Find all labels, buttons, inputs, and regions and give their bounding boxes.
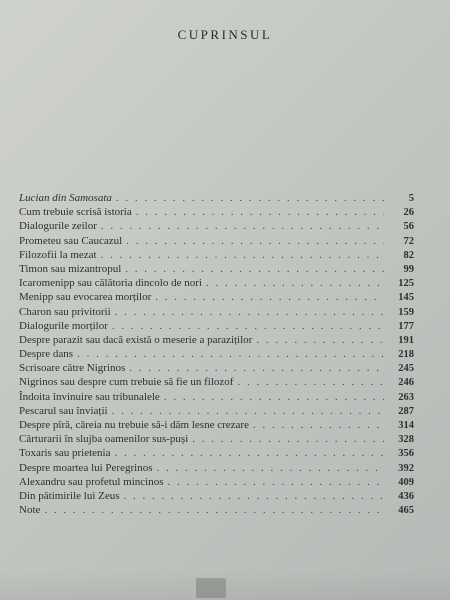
toc-entry-page-number: 5	[408, 193, 414, 204]
dot-leader	[155, 290, 384, 304]
dot-leader	[112, 319, 384, 333]
toc-entry	[19, 432, 414, 446]
dot-leader	[237, 375, 384, 389]
toc-entry	[19, 305, 414, 319]
toc-entry	[19, 446, 414, 460]
toc-entry-page-number: 82	[403, 249, 414, 261]
table-of-contents	[19, 191, 414, 517]
toc-entry	[19, 361, 414, 375]
toc-entry	[19, 461, 414, 475]
dot-leader	[256, 333, 384, 347]
toc-entry-title: Dialogurile zeilor	[19, 220, 97, 233]
dot-leader	[125, 262, 384, 276]
toc-entry	[19, 404, 414, 418]
toc-entry-page-number: 436	[398, 490, 414, 502]
toc-entry-page-number: 356	[398, 448, 414, 460]
dot-leader	[44, 503, 384, 517]
toc-entry	[19, 503, 414, 517]
toc-entry-title: Despre moartea lui Peregrinos	[19, 461, 153, 474]
toc-entry-page-number: 56	[403, 221, 414, 233]
dot-leader	[112, 404, 384, 418]
toc-entry-title: Despre dans	[19, 348, 74, 361]
toc-entry	[19, 333, 414, 347]
toc-entry	[19, 375, 414, 389]
toc-entry	[19, 205, 414, 219]
toc-entry-page-number: 191	[398, 334, 414, 346]
toc-entry	[19, 489, 414, 503]
print-mark	[196, 578, 226, 598]
toc-entry-page-number: 26	[403, 207, 414, 219]
toc-entry-title: Cum trebuie scrisă istoria	[19, 206, 132, 219]
toc-entry	[19, 248, 414, 262]
dot-leader	[115, 305, 384, 319]
toc-entry-title: Charon sau privitorii	[19, 305, 111, 318]
dot-leader	[168, 475, 385, 489]
toc-entry	[19, 191, 414, 205]
toc-entry-title: Timon sau mizantropul	[19, 262, 122, 275]
page-title: CUPRINSUL	[177, 27, 273, 42]
toc-entry	[19, 276, 414, 290]
toc-entry	[19, 262, 414, 276]
toc-entry-title: Menipp sau evocarea morților	[19, 291, 152, 304]
dot-leader	[77, 347, 384, 361]
toc-entry-title: Icaromenipp sau călătoria dincolo de nori	[19, 277, 202, 290]
toc-entry-title: Scrisoare către Nigrinos	[19, 362, 126, 375]
toc-entry-title: Îndoita învinuire sau tribunalele	[19, 390, 160, 403]
dot-leader	[114, 446, 384, 460]
dot-leader	[156, 461, 384, 475]
toc-entry	[19, 418, 414, 432]
toc-entry-page-number: 409	[398, 476, 414, 488]
dot-leader	[253, 418, 384, 432]
toc-entry-page-number: 245	[398, 363, 414, 375]
dot-leader	[101, 219, 384, 233]
toc-entry-page-number: 177	[398, 320, 414, 332]
toc-entry	[19, 347, 414, 361]
dot-leader	[129, 361, 384, 375]
toc-entry	[19, 390, 414, 404]
dot-leader	[116, 191, 384, 205]
toc-entry-page-number: 287	[398, 405, 414, 417]
toc-entry-title: Alexandru sau profetul mincinos	[19, 475, 164, 488]
toc-entry-title: Toxaris sau prietenia	[19, 447, 111, 460]
toc-entry-title: Din pătimirile lui Zeus	[19, 489, 120, 502]
toc-entry	[19, 475, 414, 489]
toc-entry-title: Dialogurile morților	[19, 319, 108, 332]
toc-entry-page-number: 465	[398, 505, 414, 517]
dot-leader	[192, 432, 384, 446]
toc-entry	[19, 234, 414, 248]
dot-leader	[124, 489, 384, 503]
toc-entry-page-number: 72	[403, 235, 414, 247]
toc-entry-title: Filozofii la mezat	[19, 248, 97, 261]
dot-leader	[101, 248, 384, 262]
toc-entry-title: Despre pîră, căreia nu trebuie să-i dăm lesne crezare	[19, 419, 249, 431]
toc-entry-page-number: 145	[398, 292, 414, 304]
toc-entry-page-number: 125	[398, 278, 414, 290]
toc-entry	[19, 219, 414, 233]
toc-entry-page-number: 159	[398, 306, 414, 318]
toc-entry-page-number: 246	[398, 377, 414, 389]
toc-entry-title: Pescarul sau înviații	[19, 404, 108, 417]
toc-entry-title: Prometeu sau Caucazul	[19, 234, 123, 247]
dot-leader	[206, 276, 384, 290]
toc-entry-page-number: 263	[398, 391, 414, 403]
dot-leader	[136, 205, 384, 219]
toc-entry-page-number: 314	[398, 420, 414, 431]
toc-entry-title: Nigrinos sau despre cum trebuie să fie un filozof	[19, 376, 234, 389]
toc-entry	[19, 290, 414, 304]
toc-entry-page-number: 392	[398, 462, 414, 474]
toc-entry	[19, 319, 414, 333]
toc-entry-page-number: 328	[398, 434, 414, 446]
toc-entry-title: Despre parazit sau dacă există o meserie a paraziților	[19, 333, 253, 346]
dot-leader	[126, 234, 384, 248]
toc-entry-title: Note	[19, 504, 41, 517]
toc-entry-page-number: 99	[403, 263, 414, 275]
toc-entry-title: Cărturarii în slujba oamenilor sus-puși	[19, 433, 189, 446]
toc-entry-page-number: 218	[398, 349, 414, 361]
dot-leader	[164, 390, 384, 404]
toc-entry-title: Lucian din Samosata	[19, 192, 112, 204]
